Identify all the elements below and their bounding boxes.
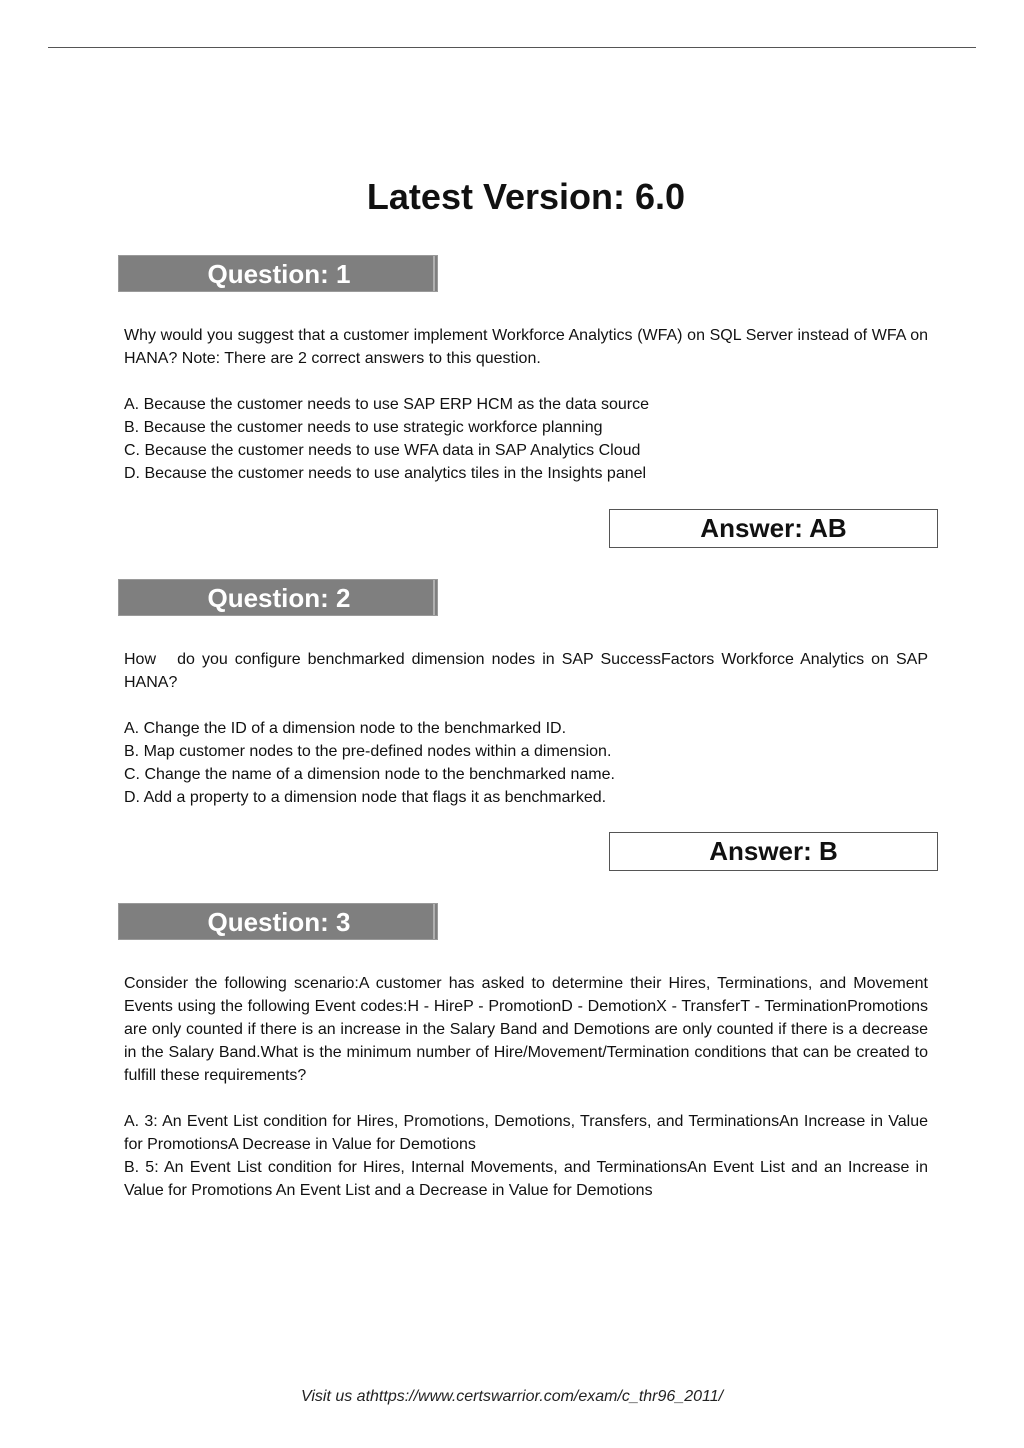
question-3-option-b: B. 5: An Event List condition for Hires, Internal Movements, and TerminationsAn Event List and an Increase in Value for Promotions An Event List and a Decrease in Value for Demotions [124,1159,928,1199]
question-2-options [124,717,928,809]
question-1-label: Question: 1 [207,259,351,289]
question-1-answer: Answer: AB [609,509,938,548]
question-1-body: Why would you suggest that a customer implement Workforce Analytics (WFA) on SQL Server instead of WFA on HANA? Note: There are 2 correct answers to this question. [124,327,928,367]
question-2-option-d: D. Add a property to a dimension node that flags it as benchmarked. [124,789,607,806]
question-2-header [118,579,438,616]
footer-link-text: Visit us athttps://www.certswarrior.com/exam/c_thr96_2011/ [300,1388,724,1405]
question-3-label: Question: 3 [207,907,351,937]
page-title: Latest Version: 6.0 [366,176,686,217]
question-3-header [118,903,438,940]
question-1-option-c: C. Because the customer needs to use WFA data in SAP Analytics Cloud [124,442,641,459]
question-3-body: Consider the following scenario:A customer has asked to determine their Hires, Terminations, and Movement Events using the following Event codes:H - HireP - PromotionD - DemotionX - TransferT - TerminationPromotions are only counted if there is an increase in the Salary Band and Demotions are only counted if there is a decrease in the Salary Band.What is the minimum number of Hire/Movement/Termination conditions that can be created to fulfill these requirements? [124,975,928,1084]
question-1-option-a: A. Because the customer needs to use SAP ERP HCM as the data source [124,396,650,413]
question-2-text [124,648,933,694]
question-2-option-c: C. Change the name of a dimension node to the benchmarked name. [124,766,615,783]
question-2-option-a: A. Change the ID of a dimension node to the benchmarked ID. [124,720,567,737]
question-3-text [124,972,928,1087]
question-1-option-d: D. Because the customer needs to use analytics tiles in the Insights panel [124,465,647,482]
question-3-options [124,1110,928,1202]
question-1-options [124,393,928,485]
header-divider [48,47,976,48]
question-1-text [124,324,928,370]
question-3-option-a: A. 3: An Event List condition for Hires, Promotions, Demotions, Transfers, and TerminationsAn Increase in Value for PromotionsA Decrease in Value for Demotions [124,1113,928,1153]
question-2-option-b: B. Map customer nodes to the pre-defined nodes within a dimension. [124,743,612,760]
question-2-answer: Answer: B [609,832,938,871]
question-1-option-b: B. Because the customer needs to use strategic workforce planning [124,419,603,436]
question-1-header [118,255,438,292]
question-2-body: How do you configure benchmarked dimension nodes in SAP SuccessFactors Workforce Analytics on SAP HANA? [124,651,933,691]
question-2-label: Question: 2 [207,583,351,613]
